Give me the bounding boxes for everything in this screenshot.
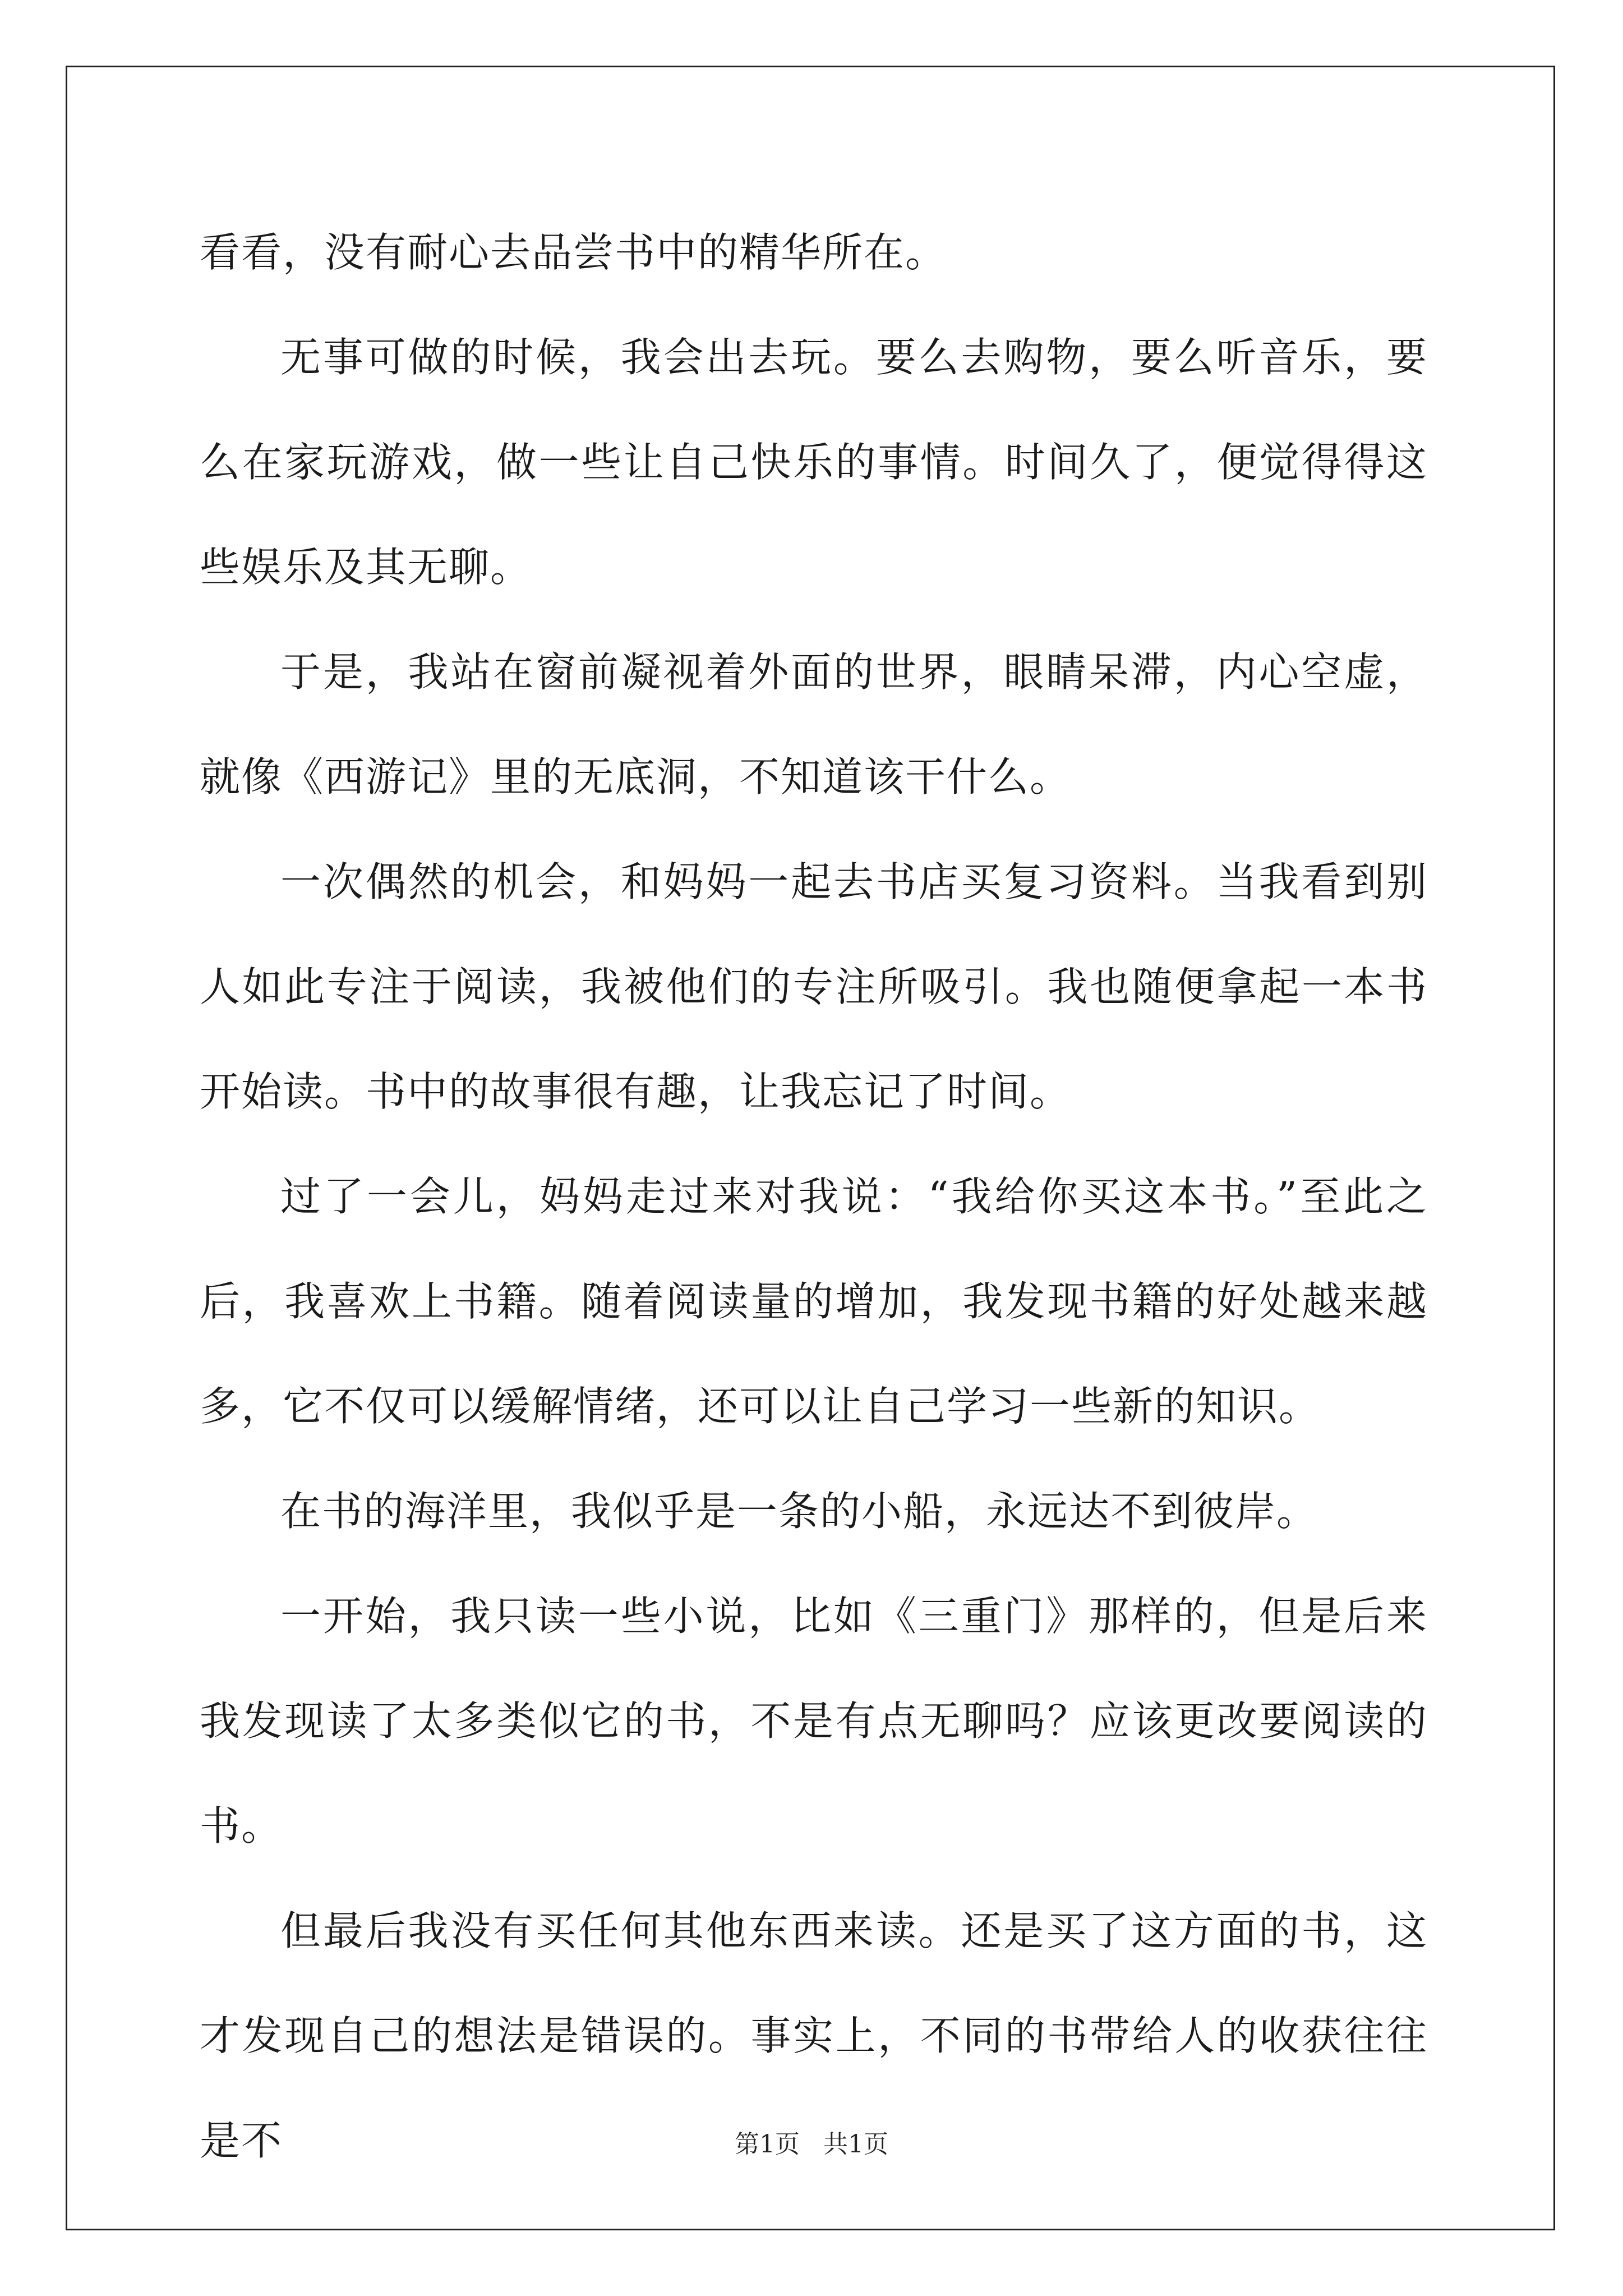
paragraph-2: 无事可做的时候，我会出去玩。要么去购物，要么听音乐，要么在家玩游戏，做一些让自己快乐的事情。时间久了，便觉得得这些娱乐及其无聊。 — [200, 334, 1428, 591]
paragraph-3: 于是，我站在窗前凝视着外面的世界，眼睛呆滞，内心空虚，就像《西游记》里的无底洞，不知道该干什么。 — [200, 648, 1428, 800]
paragraph-7: 一开始，我只读一些小说，比如《三重门》那样的，但是后来我发现读了太多类似它的书，不是有点无聊吗？应该更改要阅读的书。 — [200, 1593, 1428, 1849]
page-total: 共1页 — [823, 2130, 888, 2159]
paragraph-1: 看看，没有耐心去品尝书中的精华所在。 — [200, 229, 947, 276]
paragraph-4: 一次偶然的机会，和妈妈一起去书店买复习资料。当我看到别人如此专注于阅读，我被他们的专注所吸引。我也随便拿起一本书开始读。书中的故事很有趣，让我忘记了时间。 — [200, 858, 1428, 1115]
paragraph-6: 在书的海洋里，我似乎是一条的小船，永远达不到彼岸。 — [280, 1488, 1318, 1535]
document-body — [200, 200, 1428, 2193]
paragraph-5: 过了一会儿，妈妈走过来对我说：“我给你买这本书。”至此之后，我喜欢上书籍。随着阅读量的增加，我发现书籍的好处越来越多，它不仅可以缓解情绪，还可以让自己学习一些新的知识。 — [200, 1173, 1428, 1430]
page-footer — [0, 2128, 1623, 2161]
paragraph-8: 但最后我没有买任何其他东西来读。还是买了这方面的书，这才发现自己的想法是错误的。事实上，不同的书带给人的收获往往是不 — [200, 1907, 1428, 2164]
page-number: 第1页 — [735, 2130, 800, 2159]
